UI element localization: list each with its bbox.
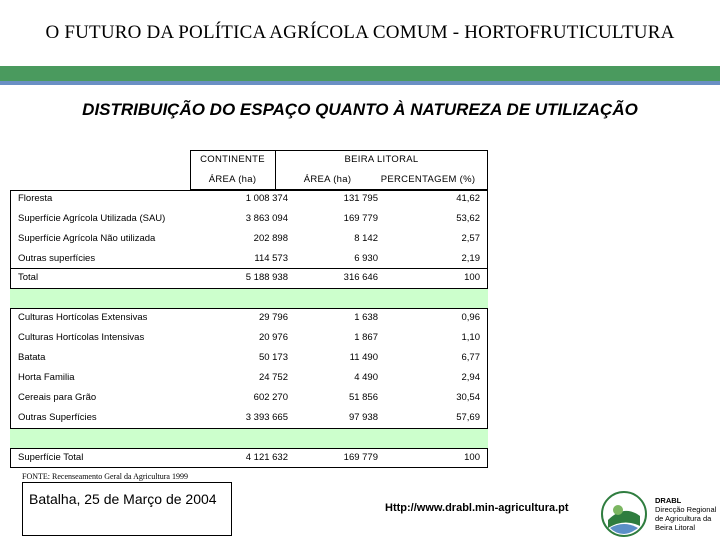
cell-continente: 3 393 665 <box>245 412 288 423</box>
page-title: O FUTURO DA POLÍTICA AGRÍCOLA COMUM - HORTOFRUTICULTURA <box>45 22 675 43</box>
cell-beira-area: 51 856 <box>348 392 378 403</box>
cell-continente: 50 173 <box>258 352 288 363</box>
table-row <box>18 229 488 249</box>
cell-percentagem: 0,96 <box>461 312 480 323</box>
cell-percentagem: 30,54 <box>456 392 480 403</box>
section-separator-row <box>10 429 488 449</box>
cell-continente: 4 121 632 <box>245 452 288 463</box>
cell-continente: 29 796 <box>258 312 288 323</box>
cell-beira-area: 316 646 <box>343 272 378 283</box>
drabl-logo-text <box>655 496 716 532</box>
cell-beira-area: 11 490 <box>349 352 378 363</box>
row-label: Horta Familia <box>18 372 75 383</box>
date-text: Batalha, 25 de Março de 2004 <box>29 491 217 507</box>
cell-continente: 3 863 094 <box>245 213 288 224</box>
section-separator-row <box>10 289 488 309</box>
row-label: Superfície Agrícola Utilizada (SAU) <box>18 213 166 224</box>
logo-line: DRABL <box>655 496 682 505</box>
row-label: Culturas Hortícolas Extensivas <box>18 312 148 323</box>
table-row-grand-total <box>18 448 488 468</box>
cell-percentagem: 2,19 <box>461 253 480 264</box>
group-header-beira-litoral: BEIRA LITORAL <box>344 154 419 165</box>
table-row <box>18 388 488 408</box>
cell-beira-area: 97 938 <box>348 412 378 423</box>
cell-beira-area: 8 142 <box>354 233 378 244</box>
cell-beira-area: 169 779 <box>343 213 378 224</box>
cell-percentagem: 57,69 <box>456 412 480 423</box>
table-row <box>18 408 488 428</box>
cell-beira-area: 1 638 <box>354 312 378 323</box>
row-label: Superfície Agrícola Não utilizada <box>18 233 156 244</box>
row-label: Superfície Total <box>18 452 84 463</box>
cell-continente: 602 270 <box>253 392 288 403</box>
table-row <box>18 209 488 229</box>
row-label: Culturas Hortícolas Intensivas <box>18 332 145 343</box>
cell-percentagem: 100 <box>464 452 480 463</box>
drabl-logo-icon <box>600 490 648 538</box>
table-row <box>18 368 488 388</box>
cell-continente: 24 752 <box>258 372 288 383</box>
table-row <box>18 189 488 209</box>
table-row <box>18 348 488 368</box>
logo-line: Beira Litoral <box>655 523 696 532</box>
subheader-area-beira: ÁREA (ha) <box>303 174 352 185</box>
cell-beira-area: 131 795 <box>343 193 378 204</box>
table-row <box>18 308 488 328</box>
table-row <box>18 249 488 269</box>
date-box <box>22 482 232 536</box>
cell-beira-area: 4 490 <box>354 372 378 383</box>
cell-percentagem: 6,77 <box>461 352 480 363</box>
row-label: Outras superfícies <box>18 253 96 264</box>
cell-continente: 114 573 <box>254 253 288 264</box>
table-row-total <box>18 268 488 288</box>
logo-line: Direcção Regional <box>655 505 717 514</box>
row-label: Floresta <box>18 193 53 204</box>
logo-line: de Agricultura da <box>655 514 712 523</box>
cell-percentagem: 1,10 <box>461 332 480 343</box>
cell-continente: 5 188 938 <box>245 272 288 283</box>
cell-beira-area: 6 930 <box>354 253 378 264</box>
slide-subtitle: DISTRIBUIÇÃO DO ESPAÇO QUANTO À NATUREZA DE UTILIZAÇÃO <box>82 100 638 119</box>
cell-percentagem: 2,57 <box>461 233 480 244</box>
website-link[interactable]: Http://www.drabl.min-agricultura.pt <box>385 502 569 514</box>
group-header-continente: CONTINENTE <box>200 154 265 165</box>
cell-beira-area: 169 779 <box>343 452 378 463</box>
subheader-percentagem: PERCENTAGEM (%) <box>380 174 476 185</box>
cell-percentagem: 41,62 <box>456 193 480 204</box>
cell-percentagem: 53,62 <box>456 213 480 224</box>
subheader-area-continente: ÁREA (ha) <box>208 174 257 185</box>
cell-percentagem: 2,94 <box>461 372 480 383</box>
cell-percentagem: 100 <box>464 272 480 283</box>
row-label: Batata <box>18 352 46 363</box>
table-row <box>18 328 488 348</box>
cell-continente: 1 008 374 <box>245 193 288 204</box>
cell-continente: 20 976 <box>258 332 288 343</box>
row-label: Outras Superfícies <box>18 412 97 423</box>
row-label: Total <box>18 272 39 283</box>
cell-continente: 202 898 <box>253 233 288 244</box>
cell-beira-area: 1 867 <box>354 332 378 343</box>
source-note: FONTE: Recenseamento Geral da Agricultura 1999 <box>22 472 188 481</box>
row-label: Cereais para Grão <box>18 392 97 403</box>
